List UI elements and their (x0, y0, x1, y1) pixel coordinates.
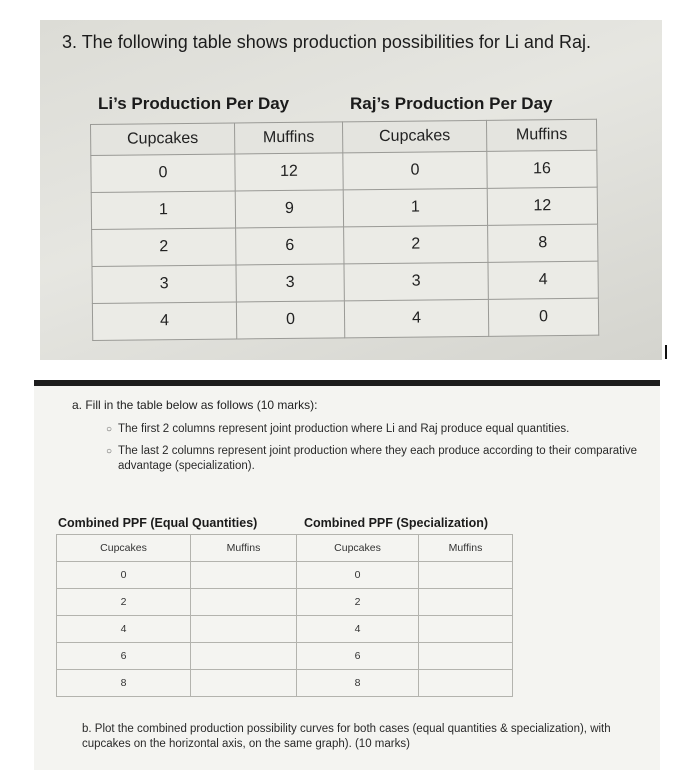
column-header: Muffins (486, 119, 596, 151)
table-cell: 4 (297, 616, 419, 643)
table-cell: 2 (92, 228, 236, 267)
answer-cell[interactable] (191, 643, 297, 670)
table-cell: 3 (236, 264, 344, 302)
list-item (106, 444, 638, 474)
bullet-text: The last 2 columns represent joint production where they each produce according to their comparative advantage (specialization). (118, 445, 638, 472)
table-row (91, 150, 597, 192)
question-title: 3. The following table shows production possibilities for Li and Raj. (62, 32, 591, 52)
table-cell: 6 (236, 227, 344, 265)
table-row (57, 616, 513, 643)
raj-production-header: Raj’s Production Per Day (350, 94, 553, 113)
answer-cell[interactable] (419, 616, 513, 643)
part-b-instructions: b. Plot the combined production possibility curves for both cases (equal quantities & specialization), with cupcakes on the horizontal axis, on the same graph). (10 marks) (82, 723, 611, 750)
specialization-header: Combined PPF (Specialization) (304, 516, 489, 530)
bullet-text: The first 2 columns represent joint production where Li and Raj produce equal quantities. (118, 423, 570, 435)
answer-cell[interactable] (191, 616, 297, 643)
table-cell: 0 (488, 298, 598, 336)
table-cell: 4 (57, 616, 191, 643)
combined-ppf-table (56, 534, 513, 697)
table-cell: 2 (297, 589, 419, 616)
table-cell: 0 (297, 562, 419, 589)
table-row (57, 643, 513, 670)
table-row (92, 224, 598, 266)
table-cell: 2 (57, 589, 191, 616)
answer-cell[interactable] (191, 562, 297, 589)
column-header: Muffins (191, 535, 297, 562)
table-cell: 4 (344, 299, 488, 338)
table-cell: 8 (488, 224, 598, 262)
table-cell: 9 (235, 190, 343, 228)
bullet-circle-icon: ○ (106, 424, 113, 435)
table-cell: 8 (297, 670, 419, 697)
table-cell: 4 (488, 261, 598, 299)
column-header: Cupcakes (297, 535, 419, 562)
column-header: Cupcakes (57, 535, 191, 562)
answer-cell[interactable] (419, 643, 513, 670)
table-row (57, 589, 513, 616)
edge-marker (665, 345, 667, 359)
table-cell: 0 (57, 562, 191, 589)
table-cell: 1 (91, 191, 235, 230)
question-photo (40, 20, 662, 360)
table-cell: 3 (92, 265, 236, 304)
table-cell: 8 (57, 670, 191, 697)
answer-cell[interactable] (419, 589, 513, 616)
answer-cell[interactable] (419, 670, 513, 697)
bullet-circle-icon: ○ (106, 446, 113, 457)
table-cell: 12 (487, 187, 597, 225)
table-row (92, 298, 598, 340)
table-header-row (57, 535, 513, 562)
table-row (92, 261, 598, 303)
answer-cell[interactable] (419, 562, 513, 589)
table-cell: 16 (487, 150, 597, 188)
table-row (91, 187, 597, 229)
table-cell: 6 (57, 643, 191, 670)
list-item (106, 422, 638, 437)
table-cell: 12 (235, 153, 343, 191)
part-a-bullet-list (106, 422, 638, 481)
production-possibilities-table (90, 119, 599, 341)
table-cell: 1 (343, 188, 487, 227)
table-cell: 2 (344, 225, 488, 264)
equal-quantities-header: Combined PPF (Equal Quantities) (58, 516, 258, 530)
column-header: Cupcakes (91, 123, 235, 156)
worksheet-photo (34, 380, 660, 770)
table-cell: 0 (343, 151, 487, 190)
column-header: Muffins (234, 122, 342, 154)
table-cell: 3 (344, 262, 488, 301)
table-cell: 4 (92, 302, 236, 341)
table-row (57, 562, 513, 589)
table-cell: 6 (297, 643, 419, 670)
column-header: Muffins (419, 535, 513, 562)
table-cell: 0 (91, 154, 235, 193)
answer-cell[interactable] (191, 670, 297, 697)
li-production-header: Li’s Production Per Day (98, 94, 290, 113)
part-a-instructions: a. Fill in the table below as follows (10 marks): (72, 398, 318, 412)
table-cell: 0 (236, 301, 344, 339)
column-header: Cupcakes (342, 120, 486, 153)
answer-cell[interactable] (191, 589, 297, 616)
table-row (57, 670, 513, 697)
